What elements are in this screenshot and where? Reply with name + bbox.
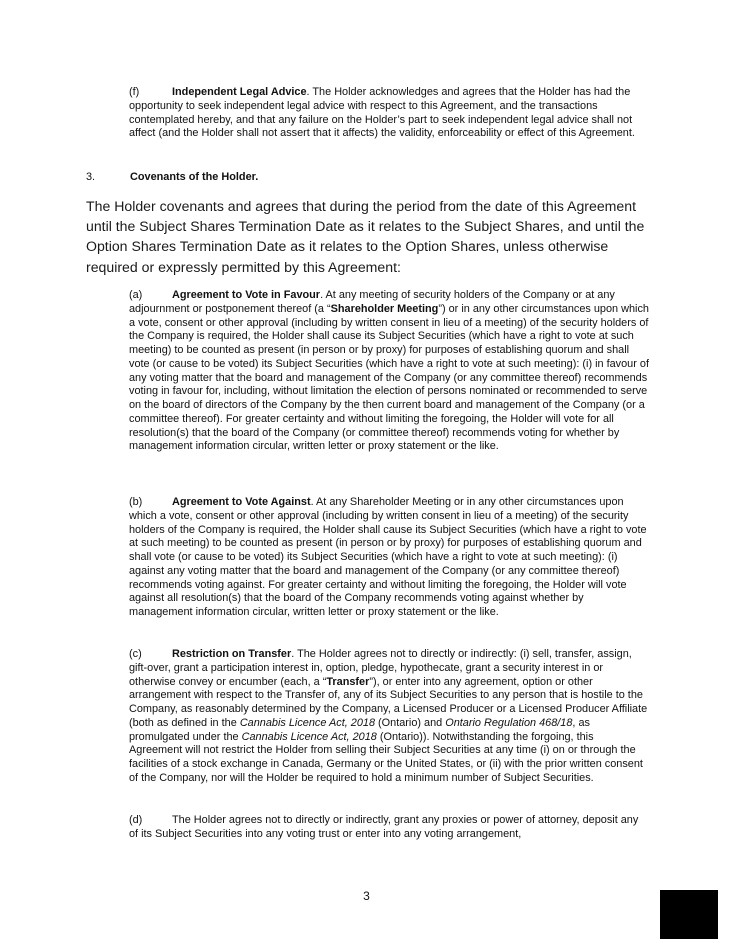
paragraph-d-label: (d) xyxy=(129,814,143,826)
section-heading xyxy=(86,170,258,184)
paragraph-a xyxy=(129,289,649,454)
paragraph-c xyxy=(129,648,649,786)
paragraph-c-label: (c) xyxy=(129,648,142,660)
section-number: 3. xyxy=(86,171,96,183)
paragraph-f-title: Independent Legal Advice xyxy=(172,86,307,98)
paragraph-f xyxy=(129,86,649,141)
page-number: 3 xyxy=(363,889,370,903)
paragraph-c-text-3: (Ontario) and xyxy=(375,716,446,729)
defined-term-transfer: Transfer xyxy=(326,675,370,688)
paragraph-f-label: (f) xyxy=(129,86,140,98)
paragraph-d-text: The Holder agrees not to directly or indirectly, grant any proxies or power of attorney, deposit any of its Subject Securities into any voting trust or enter into any voting arrangement, xyxy=(129,814,639,840)
statute-cannabis-licence-act: Cannabis Licence Act, 2018 xyxy=(239,716,376,729)
paragraph-a-text-2: ”) or in any other circumstances upon which a vote, consent or other approval (including by written consent in lieu of a meeting) of the security holders of the Company is required, the Holder shall cause its Subject Securities (which have a right to vote at such meeting) to be counted as present (in person or by proxy) for purposes of establishing quorum and shall vote (or cause to be voted) its Subject Securities (which have a right to vote at such meeting): (i) in favour of any voting matter that the board and management of the Company (or any committee thereof) recommends voting in favour for, including, without limitation the election of persons nominated or recommended to serve on the board of directors of the Company by the then current board and management of the Company (or a committee thereof). For greater certainty and without limiting the foregoing, the Holder will vote for all resolution(s) that the board of the Company (or committee thereof) recommends voting for whether by management information circular, written letter or proxy statement or the like. xyxy=(129,302,649,453)
paragraph-a-label: (a) xyxy=(129,289,143,301)
paragraph-b xyxy=(129,496,649,620)
statute-cannabis-licence-act-2: Cannabis Licence Act, 2018 xyxy=(241,730,377,743)
paragraph-d xyxy=(129,814,649,842)
redaction-block xyxy=(660,890,718,939)
paragraph-b-text: . At any Shareholder Meeting or in any other circumstances upon which a vote, consent or other approval (including by written consent in lieu of a meeting) of the security holders of the Company is required, the Holder shall cause its Subject Securities (which have a right to vote at such meeting) to be counted as present (in person or by proxy) for purposes of establishing quorum and shall vote (or cause to be voted) its Subject Securities (which have a right to vote at such meeting): (i) against any voting matter that the board and management of the Company (or any committee thereof) recommends voting against. For greater certainty and without limiting the foregoing, the Holder will vote against all resolution(s) that the board of the Company recommends voting against whether by management information circular, written letter or proxy statement or the like. xyxy=(129,496,647,618)
paragraph-c-text-1: . The Holder agrees not to directly or indirectly: (i) sell, transfer, assign, gift-over, grant a participation interest in, option, pledge, hypothecate, grant a security interest in or otherwise convey or encumber (each, a “ xyxy=(129,648,632,688)
paragraph-c-text-2: ”), or enter into any agreement, option or other arrangement with respect to the Transfer of, any of its Subject Securities to any person that is hostile to the Company, as reasonably determined by the Company, a Licensed Producer or a Licensed Producer Affiliate (both as defined in the xyxy=(129,675,648,729)
statute-ontario-regulation: Ontario Regulation 468/18 xyxy=(445,716,573,729)
paragraph-f-text: . The Holder acknowledges and agrees that the Holder has had the opportunity to seek independent legal advice with respect to this Agreement, and the transactions contemplated hereby, and that any failure on the Holder’s part to seek independent legal advice shall not affect (and the Holder shall not assert that it affects) the validity, enforceability or effect of this Agreement. xyxy=(129,86,635,140)
paragraph-c-text-4: , as promulgated under the xyxy=(129,716,590,743)
defined-term-shareholder-meeting: Shareholder Meeting xyxy=(330,302,439,315)
paragraph-c-text-5: (Ontario)). Notwithstanding the forgoing, this Agreement will not restrict the Holder from selling their Subject Securities at any time (i) on or through the facilities of a stock exchange in Canada, Germany or the United States, or (ii) with the prior written consent of the Company, nor will the Holder be required to hold a minimum number of Subject Securities. xyxy=(129,730,643,784)
paragraph-b-label: (b) xyxy=(129,496,143,508)
covenants-intro: The Holder covenants and agrees that during the period from the date of this Agreement until the Subject Shares Termination Date as it relates to the Subject Shares, and until the Option Shares Termination Date as it relates to the Option Shares, unless otherwise required or expressly permitted by this Agreement: xyxy=(86,198,645,275)
paragraph-a-text-1: . At any meeting of security holders of the Company or at any adjournment or postponement thereof (a “ xyxy=(129,289,615,315)
paragraph-b-title: Agreement to Vote Against xyxy=(172,496,311,508)
paragraph-a-title: Agreement to Vote in Favour xyxy=(172,289,321,301)
paragraph-c-title: Restriction on Transfer xyxy=(172,648,292,660)
section-title: Covenants of the Holder. xyxy=(130,171,259,183)
